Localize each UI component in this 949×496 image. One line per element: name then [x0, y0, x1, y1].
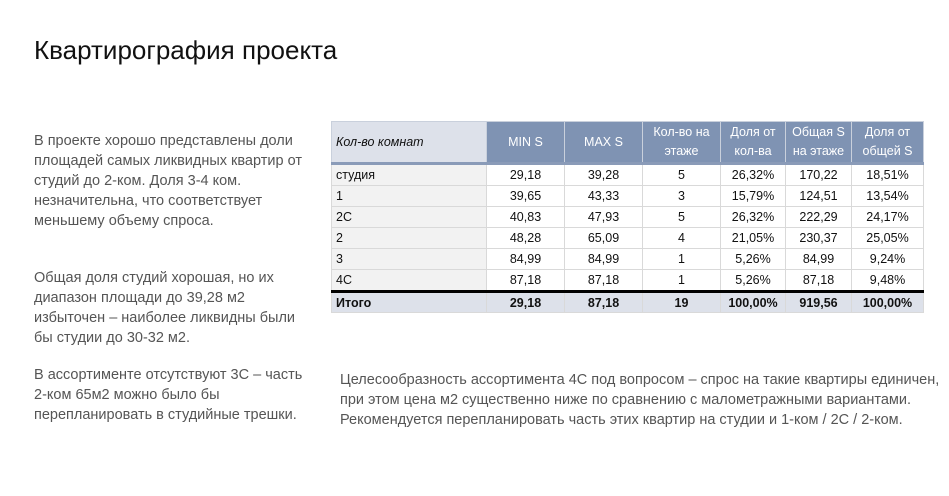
page-title: Квартирография проекта [34, 35, 338, 65]
paragraph-4c-recommendation: Целесообразность ассортимента 4С под вопросом – спрос на такие квартиры единичен, при этом цена м2 существенно ниже по сравнению с малометражными вариантами. Рекомендуется перепланировать часть этих квартир на студии и 1-ком / 2С / 2-ком. [340, 372, 940, 428]
cell-rooms: 2С [332, 207, 487, 228]
cell-rooms: студия [332, 164, 487, 186]
total-share-area: 100,00% [852, 292, 924, 313]
cell-rooms: 3 [332, 249, 487, 270]
header-count-per-floor: Кол-во на этаже [643, 122, 721, 164]
total-count: 19 [643, 292, 721, 313]
cell-count: 5 [643, 164, 721, 186]
cell-max-s: 47,93 [565, 207, 643, 228]
cell-share-count: 26,32% [721, 164, 786, 186]
table-row [332, 164, 924, 186]
cell-max-s: 39,28 [565, 164, 643, 186]
table-row [332, 186, 924, 207]
cell-max-s: 65,09 [565, 228, 643, 249]
cell-count: 1 [643, 249, 721, 270]
apartment-mix-table [331, 121, 924, 313]
cell-max-s: 87,18 [565, 270, 643, 292]
total-max-s: 87,18 [565, 292, 643, 313]
paragraph-overview: В проекте хорошо представлены доли площадей самых ликвидных квартир от студий до 2-ком. Доля 3-4 ком. незначительна, что соответствует меньшему объему спроса. [34, 133, 302, 229]
cell-count: 1 [643, 270, 721, 292]
cell-total-area: 124,51 [786, 186, 852, 207]
table-row [332, 249, 924, 270]
table-row [332, 207, 924, 228]
cell-min-s: 87,18 [487, 270, 565, 292]
cell-max-s: 43,33 [565, 186, 643, 207]
cell-share-count: 21,05% [721, 228, 786, 249]
header-rooms: Кол-во комнат [332, 122, 487, 164]
table-row [332, 228, 924, 249]
header-max-s: MAX S [565, 122, 643, 164]
cell-share-area: 18,51% [852, 164, 924, 186]
cell-share-count: 5,26% [721, 249, 786, 270]
cell-count: 3 [643, 186, 721, 207]
cell-min-s: 40,83 [487, 207, 565, 228]
cell-total-area: 84,99 [786, 249, 852, 270]
table-total-row [332, 292, 924, 313]
paragraph-3c: В ассортименте отсутствуют 3С – часть 2-ком 65м2 можно было бы перепланировать в студийные трешки. [34, 367, 303, 423]
cell-rooms: 2 [332, 228, 487, 249]
header-share-count: Доля от кол-ва [721, 122, 786, 164]
cell-share-count: 26,32% [721, 207, 786, 228]
cell-share-area: 24,17% [852, 207, 924, 228]
cell-min-s: 39,65 [487, 186, 565, 207]
cell-total-area: 230,37 [786, 228, 852, 249]
cell-min-s: 84,99 [487, 249, 565, 270]
total-label: Итого [332, 292, 487, 313]
cell-total-area: 170,22 [786, 164, 852, 186]
cell-share-count: 15,79% [721, 186, 786, 207]
header-total-area: Общая S на этаже [786, 122, 852, 164]
paragraph-studios: Общая доля студий хорошая, но их диапазон площади до 39,28 м2 избыточен – наиболее ликвидны были бы студии до 30-32 м2. [34, 270, 296, 346]
total-share-count: 100,00% [721, 292, 786, 313]
cell-rooms: 4С [332, 270, 487, 292]
cell-rooms: 1 [332, 186, 487, 207]
total-min-s: 29,18 [487, 292, 565, 313]
header-share-area: Доля от общей S [852, 122, 924, 164]
cell-share-count: 5,26% [721, 270, 786, 292]
cell-total-area: 87,18 [786, 270, 852, 292]
table-header-row [332, 122, 924, 164]
cell-total-area: 222,29 [786, 207, 852, 228]
table-row [332, 270, 924, 292]
header-min-s: MIN S [487, 122, 565, 164]
cell-count: 5 [643, 207, 721, 228]
cell-count: 4 [643, 228, 721, 249]
total-area: 919,56 [786, 292, 852, 313]
cell-share-area: 9,24% [852, 249, 924, 270]
cell-share-area: 25,05% [852, 228, 924, 249]
cell-min-s: 48,28 [487, 228, 565, 249]
cell-share-area: 13,54% [852, 186, 924, 207]
cell-min-s: 29,18 [487, 164, 565, 186]
cell-max-s: 84,99 [565, 249, 643, 270]
cell-share-area: 9,48% [852, 270, 924, 292]
